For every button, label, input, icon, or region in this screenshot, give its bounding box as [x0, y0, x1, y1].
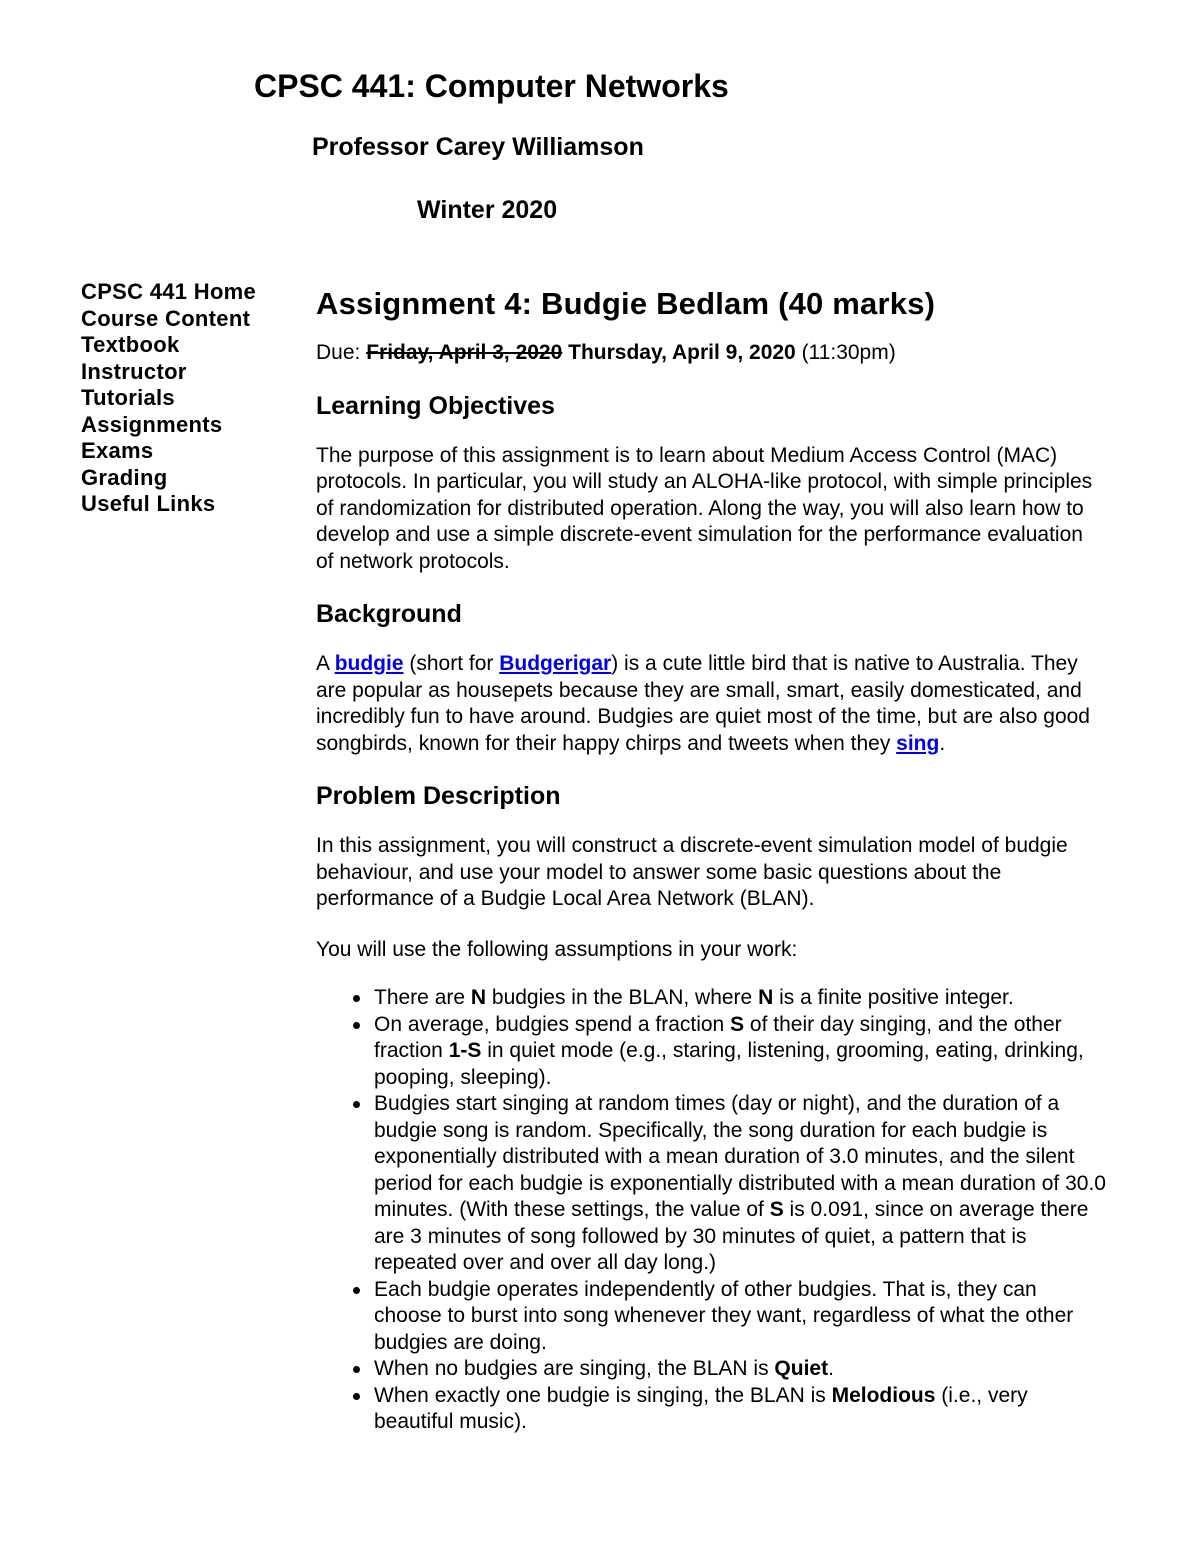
- due-time: (11:30pm): [795, 341, 896, 364]
- bullet-icon: [353, 1287, 360, 1294]
- sing-link[interactable]: sing: [896, 731, 940, 755]
- due-date-old: Friday, April 3, 2020: [366, 341, 563, 364]
- bullet-icon: [353, 1393, 360, 1400]
- sidebar-item-course-content[interactable]: Course Content: [81, 305, 251, 331]
- list-item: When no budgies are singing, the BLAN is Quiet.: [374, 1356, 1106, 1383]
- due-label: Due:: [316, 341, 367, 364]
- background-text: A budgie (short for Budgerigar) is a cute little bird that is native to Australia. They are popular as housepets because they are small, smart, easily domesticated, and incredibly fun to have around. Budgies are quiet most of the time, but are also good songbirds, known for their happy chirps and tweets when they sing.: [316, 652, 1090, 755]
- assumptions-list: [316, 985, 1106, 1436]
- budgerigar-link[interactable]: Budgerigar: [499, 652, 612, 675]
- list-item: There are N budgies in the BLAN, where N is a finite positive integer.: [374, 985, 1106, 1012]
- list-item: On average, budgies spend a fraction S of their day singing, and the other fraction 1-S in quiet mode (e.g., staring, listening, grooming, eating, drinking, pooping, sleeping).: [374, 1012, 1106, 1092]
- bullet-icon: [353, 1366, 360, 1373]
- problem-description-heading: Problem Description: [316, 782, 561, 810]
- due-date: [316, 340, 1106, 367]
- main-content: [316, 282, 1106, 1436]
- learning-objectives-heading: Learning Objectives: [316, 391, 555, 420]
- sidebar-item-home[interactable]: CPSC 441 Home: [81, 279, 257, 304]
- due-date-new: Thursday, April 9, 2020: [568, 341, 796, 364]
- background-heading: Background: [316, 600, 462, 628]
- term: Winter 2020: [417, 196, 558, 224]
- problem-intro: In this assignment, you will construct a discrete-event simulation model of budgie behaviour, and use your model to answer some basic questions about the performance of a Budgie Local Area Network (BLAN).: [316, 834, 1068, 910]
- sidebar-item-tutorials[interactable]: Tutorials: [81, 385, 175, 410]
- sidebar-item-instructor[interactable]: Instructor: [81, 358, 187, 384]
- sidebar-item-useful-links[interactable]: Useful Links: [81, 491, 216, 516]
- sidebar-nav: [81, 279, 281, 518]
- assumptions-intro: You will use the following assumptions in your work:: [316, 937, 798, 961]
- course-title: CPSC 441: Computer Networks: [254, 68, 729, 104]
- list-item: Budgies start singing at random times (day or night), and the duration of a budgie song is random. Specifically, the song duration for each budgie is exponentially distributed with a mean duration of 3.0 minutes, and the silent period for each budgie is exponentially distributed with a mean duration of 30.0 minutes. (With these settings, the value of S is 0.091, since on average there are 3 minutes of song followed by 30 minutes of quiet, a pattern that is repeated over and over all day long.): [374, 1091, 1106, 1277]
- sidebar-item-textbook[interactable]: Textbook: [81, 332, 180, 357]
- list-item: When exactly one budgie is singing, the BLAN is Melodious (i.e., very beautiful music).: [374, 1383, 1106, 1436]
- assignment-title: Assignment 4: Budgie Bedlam (40 marks): [316, 286, 936, 321]
- bullet-icon: [353, 995, 360, 1002]
- sidebar-item-grading[interactable]: Grading: [81, 464, 168, 490]
- professor-name: Professor Carey Williamson: [312, 133, 644, 161]
- bullet-icon: [353, 1101, 360, 1108]
- list-item: Each budgie operates independently of other budgies. That is, they can choose to burst into song whenever they want, regardless of what the other budgies are doing.: [374, 1277, 1106, 1357]
- learning-objectives-text: The purpose of this assignment is to learn about Medium Access Control (MAC) protocols. In particular, you will study an ALOHA-like protocol, with simple principles of randomization for distributed operation. Along the way, you will also learn how to develop and use a simple discrete-event simulation for the performance evaluation of network protocols.: [316, 443, 1093, 573]
- bullet-icon: [353, 1022, 360, 1029]
- sidebar-item-assignments[interactable]: Assignments: [81, 411, 223, 437]
- budgie-link[interactable]: budgie: [334, 652, 404, 675]
- sidebar-item-exams[interactable]: Exams: [81, 438, 154, 463]
